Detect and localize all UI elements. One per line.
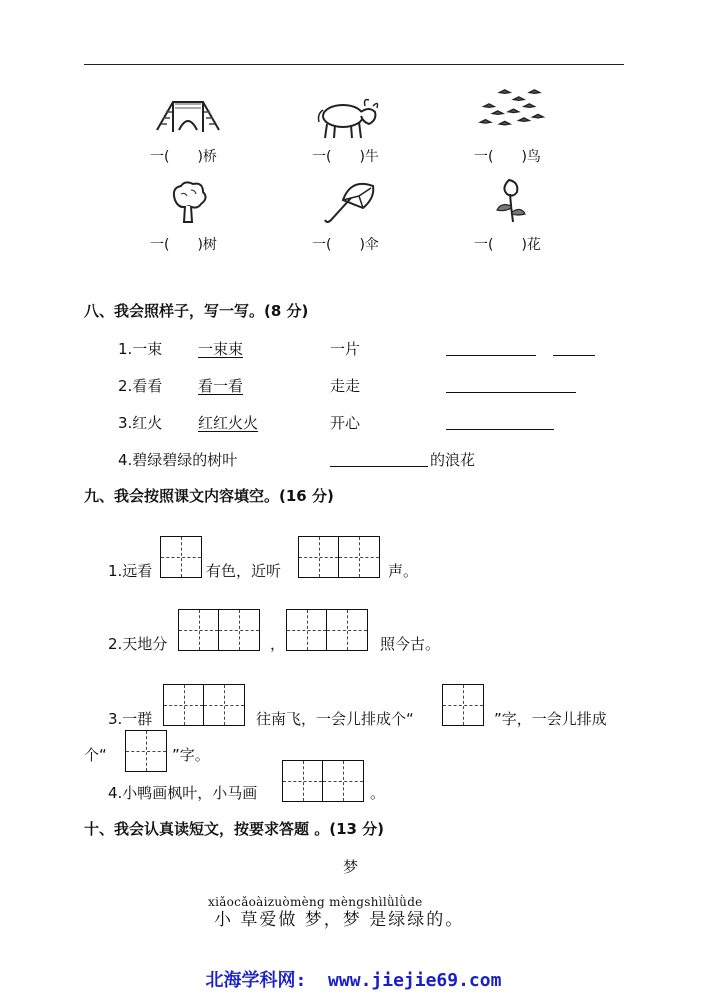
footer-site[interactable]: 北海学科网: www.jiejie69.com: [205, 970, 502, 991]
story-sentence: 小 草爱做 梦，梦 是绿绿的。: [214, 910, 465, 930]
s9-q2-c: 照今古。: [380, 635, 441, 653]
caption-flower: 一( )花: [474, 237, 541, 253]
s9-q4-grid[interactable]: [282, 760, 364, 802]
s8-row4-lead: 4.碧绿碧绿的树叶: [118, 451, 238, 469]
caption-umbrella: 一( )伞: [312, 237, 379, 253]
s9-q3-d: 个“: [84, 746, 107, 764]
s9-q3-c: ”字，一会儿排成: [494, 710, 607, 728]
s9-q3-grid-a[interactable]: [163, 684, 245, 726]
s9-q3-grid-b[interactable]: [442, 684, 484, 726]
s8-row2-word: 走走: [330, 377, 361, 395]
s9-q4-b: 。: [370, 784, 386, 802]
s9-q3-e: ”字。: [172, 746, 210, 764]
story-pinyin: xiǎocǎoàizuòmèng mèngshìlǜlǜde: [208, 895, 423, 909]
flower-icon: [475, 176, 545, 224]
s8-row1-num: 1.一束: [118, 340, 163, 358]
s9-q1-c: 声。: [388, 562, 419, 580]
s9-q1-b: 有色，近听: [206, 562, 282, 580]
s9-q4-a: 4.小鸭画枫叶，小马画: [108, 784, 258, 802]
s8-row2-blank[interactable]: [446, 392, 576, 393]
s9-q2-grid-b[interactable]: [286, 609, 368, 651]
s9-q3-b: 往南飞，一会儿排成个“: [256, 710, 414, 728]
ox-icon: [313, 94, 383, 142]
s8-row1-blank-b[interactable]: [553, 355, 595, 356]
s8-row3-blank[interactable]: [446, 429, 554, 430]
s9-q2-a: 2.天地分: [108, 635, 168, 653]
s8-row2-example: 看一看: [198, 377, 244, 395]
s9-q1-grid-b[interactable]: [298, 536, 380, 578]
s9-q2-grid-a[interactable]: [178, 609, 260, 651]
s8-row4-blank[interactable]: [330, 466, 428, 467]
caption-tree: 一( )树: [150, 237, 217, 253]
caption-birds: 一( )鸟: [474, 149, 541, 165]
caption-ox: 一( )牛: [312, 149, 379, 165]
s9-q1-a: 1.远看: [108, 562, 153, 580]
s8-row2-num: 2.看看: [118, 377, 163, 395]
section10-title: 十、我会认真读短文，按要求答题 。(13 分): [84, 820, 385, 838]
top-rule: [84, 64, 624, 65]
s8-row1-example: 一束束: [198, 340, 244, 358]
caption-bridge: 一( )桥: [150, 149, 217, 165]
tree-icon: [153, 178, 223, 226]
s8-row3-word: 开心: [330, 414, 361, 432]
umbrella-icon: [313, 178, 383, 226]
section9-title: 九、我会按照课文内容填空。(16 分): [84, 487, 334, 505]
section8-title: 八、我会照样子，写一写。(8 分): [84, 302, 309, 320]
story-title: 梦: [343, 858, 359, 876]
s9-q1-grid-a[interactable]: [160, 536, 202, 578]
bridge-icon: [153, 94, 223, 142]
s9-q2-b: ，: [270, 635, 286, 653]
s8-row1-word: 一片: [330, 340, 361, 358]
s9-q3-a: 3.一群: [108, 710, 153, 728]
s9-q3-grid-c[interactable]: [125, 730, 167, 772]
s8-row3-example: 红红火火: [198, 414, 259, 432]
birds-icon: [475, 86, 545, 134]
s8-row4-tail: 的浪花: [430, 451, 476, 469]
s8-row3-num: 3.红火: [118, 414, 163, 432]
s8-row1-blank-a[interactable]: [446, 355, 536, 356]
